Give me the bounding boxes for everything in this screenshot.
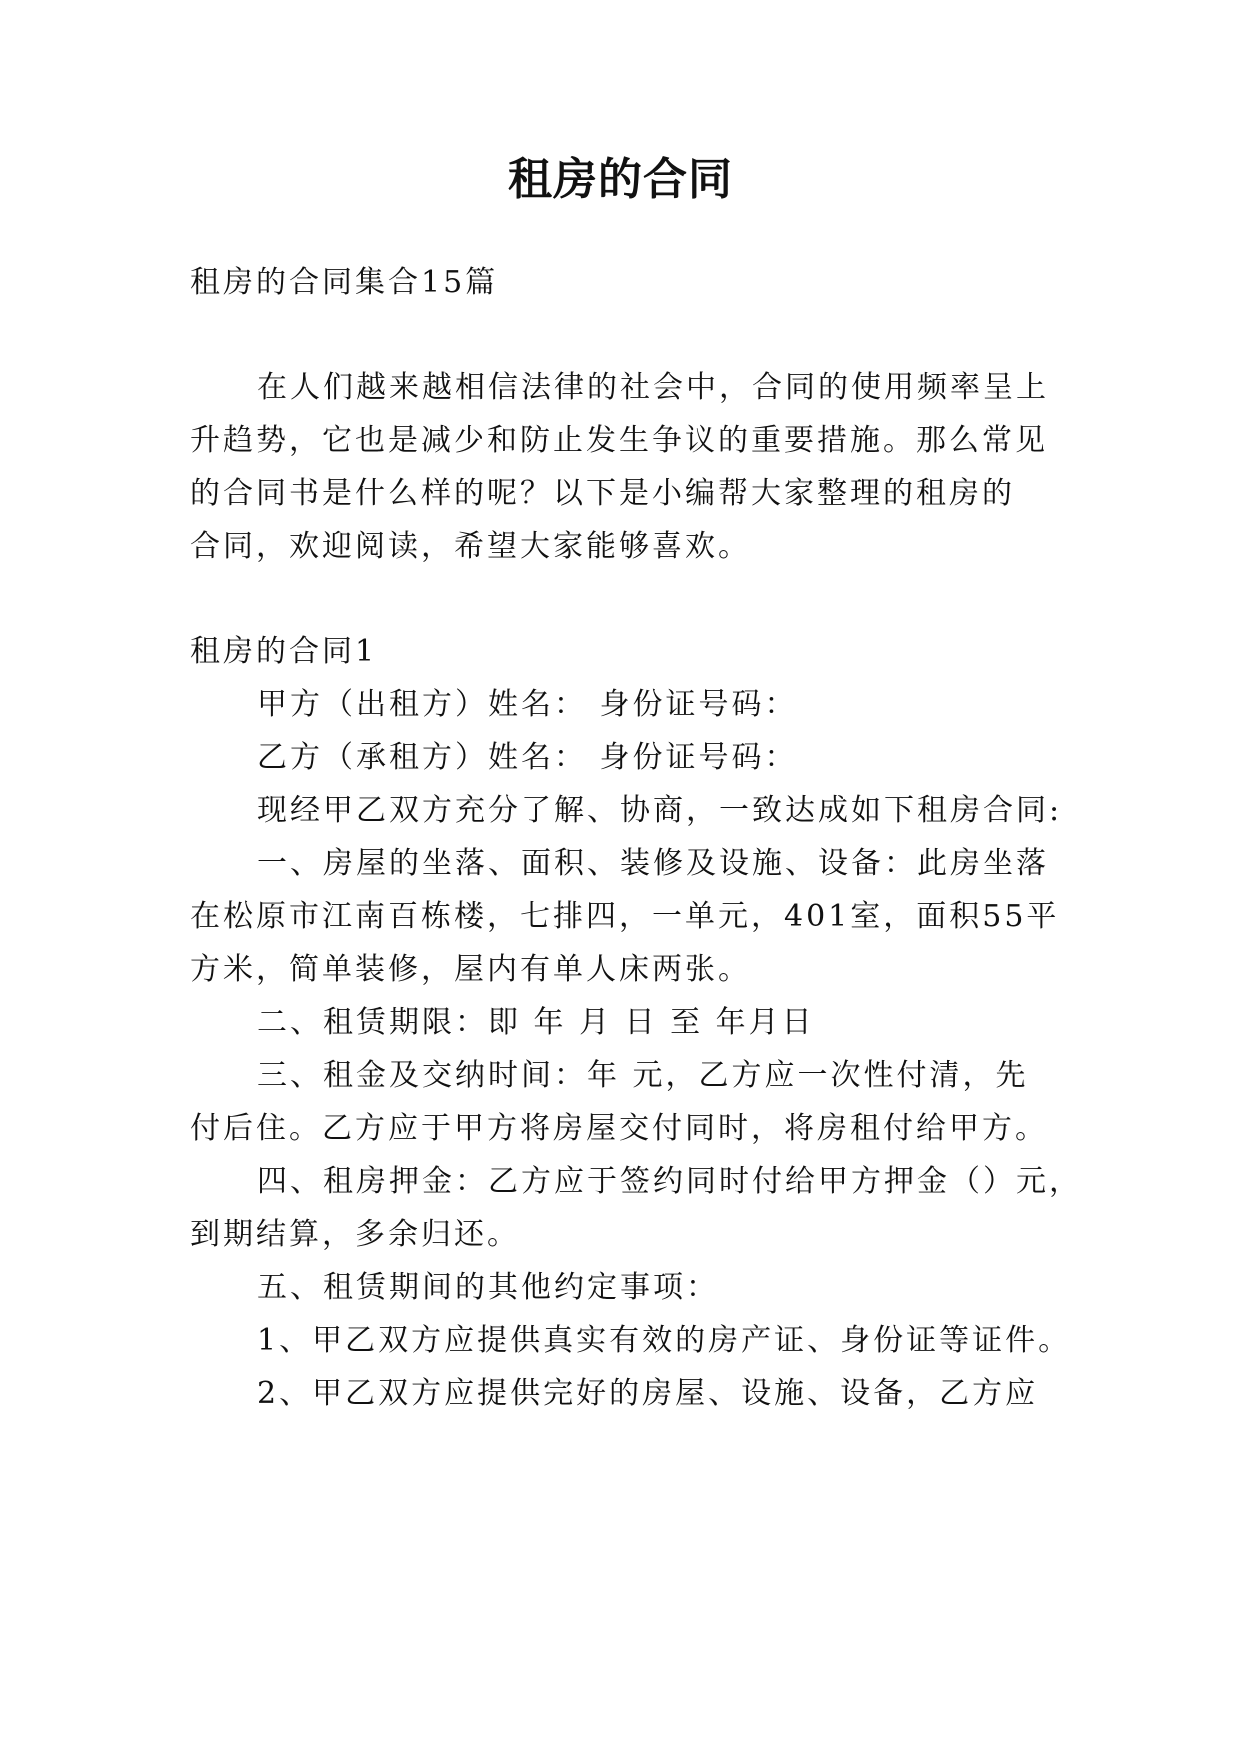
- clause-5-item-2: 2、甲乙双方应提供完好的房屋、设施、设备，乙方应: [257, 1376, 1039, 1411]
- document-title: 租房的合同: [508, 154, 733, 205]
- clause-4-line-1: 四、租房押金：乙方应于签约同时付给甲方押金（）元，: [257, 1164, 1082, 1199]
- clause-3-line-2: 付后住。乙方应于甲方将房屋交付同时，将房租付给甲方。: [190, 1111, 1048, 1146]
- intro-line-2: 升趋势，它也是减少和防止发生争议的重要措施。那么常见: [190, 423, 1048, 458]
- document-subtitle: 租房的合同集合15篇: [190, 265, 499, 300]
- party-a-line: 甲方（出租方）姓名： 身份证号码：: [257, 687, 798, 722]
- agreement-line: 现经甲乙双方充分了解、协商，一致达成如下租房合同:: [257, 793, 1063, 828]
- clause-1-line-2: 在松原市江南百栋楼，七排四，一单元，401室，面积55平: [190, 899, 1060, 934]
- intro-line-1: 在人们越来越相信法律的社会中，合同的使用频率呈上: [257, 370, 1049, 405]
- section-heading: 租房的合同1: [190, 634, 378, 669]
- intro-line-3: 的合同书是什么样的呢？以下是小编帮大家整理的租房的: [190, 476, 1015, 511]
- intro-line-4: 合同，欢迎阅读，希望大家能够喜欢。: [190, 529, 751, 564]
- clause-5-item-1: 1、甲乙双方应提供真实有效的房产证、身份证等证件。: [257, 1323, 1072, 1358]
- clause-5-heading: 五、租赁期间的其他约定事项：: [257, 1270, 719, 1305]
- clause-4-line-2: 到期结算，多余归还。: [190, 1217, 520, 1252]
- clause-1-line-1: 一、房屋的坐落、面积、装修及设施、设备：此房坐落: [257, 846, 1049, 881]
- clause-1-line-3: 方米，简单装修，屋内有单人床两张。: [190, 952, 751, 987]
- party-b-line: 乙方（承租方）姓名： 身份证号码：: [257, 740, 798, 775]
- clause-3-line-1: 三、租金及交纳时间：年 元，乙方应一次性付清，先: [257, 1058, 1029, 1093]
- clause-2-line: 二、租赁期限：即 年 月 日 至 年月日: [257, 1005, 815, 1040]
